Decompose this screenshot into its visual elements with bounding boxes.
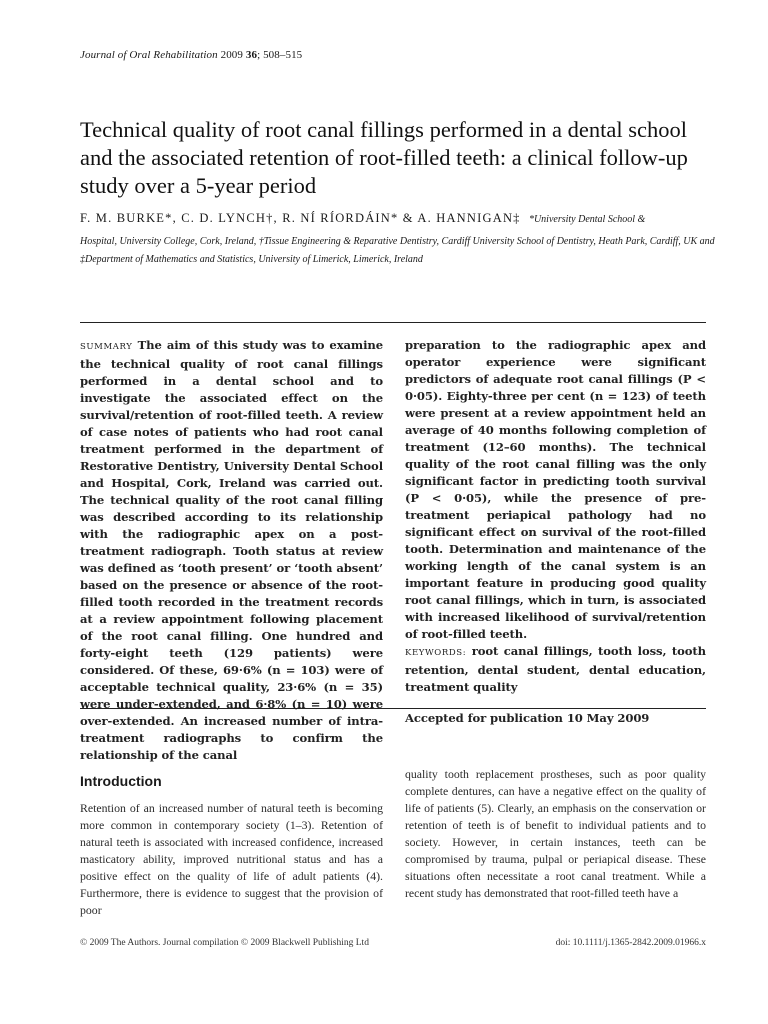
article-title: Technical quality of root canal fillings performed in a dental school and the associated retention of root-filled teeth: a clinical follow-up study over a 5-year period xyxy=(80,117,688,198)
summary-label: SUMMARY xyxy=(80,342,133,352)
abstract-left-column xyxy=(80,337,383,764)
journal-volume: 36 xyxy=(245,49,258,61)
journal-citation xyxy=(80,49,302,61)
affiliation-lead: *University Dental School & xyxy=(528,214,646,225)
affiliations: Hospital, University College, Cork, Ireland, †Tissue Engineering & Reparative Dentistry, Cardiff University School of Dentistry, Heath Park, Cardiff, UK and ‡Department of Mathematics and Statistics, University of Limerick, Limerick, Ireland xyxy=(80,236,715,265)
doi-link[interactable]: doi: 10.1111/j.1365-2842.2009.01966.x xyxy=(555,938,706,948)
keywords-label: KEYWORDS: xyxy=(405,648,467,658)
introduction-text-right: quality tooth replacement prostheses, such as poor quality complete dentures, can have a negative effect on the quality of life of patients (5). Clearly, an emphasis on the conservation or retention of teeth is of benefit to individual patients and to society. However, in certain instances, teeth can be compromised by trauma, pulpal or periapical disease. These situations often necessitate a root canal treatment. While a recent study has demonstrated that root-filled teeth have a xyxy=(405,767,706,900)
author-line xyxy=(80,210,720,228)
accepted-date: Accepted for publication 10 May 2009 xyxy=(405,711,650,725)
introduction-text-left: Retention of an increased number of natural teeth is becoming more common in contemporary society (1–3). Retention of natural teeth is associated with increased confidence, increased masticatory ability, improved nutritional status and has a positive effect on the quality of life of adult patients (4). Furthermore, there is evidence to suggest that the provision of poor xyxy=(80,801,383,917)
abstract-text-right: preparation to the radiographic apex and operator experience were significant predictors of adequate root canal fillings (P < 0·05). Eighty-three per cent (n = 123) of teeth were present at a review appointment held an average of 40 months following completion of treatment (12–60 months). The technical quality of the root canal filling was the only significant factor in predicting tooth survival (P < 0·05), while the presence of pre-treatment periapical pathology had no significant effect on survival of the root-filled tooth. Determination and maintenance of the working length of the canal system is an important feature in producing good quality root canal fillings, which in turn, is associated with increased likelihood of survival/retention of root-filled teeth. xyxy=(405,338,706,641)
author-list: F. M. BURKE*, C. D. LYNCH†, R. NÍ RÍORDÁIN* & A. HANNIGAN‡ xyxy=(80,211,521,225)
abstract-text-left: The aim of this study was to examine the technical quality of root canal fillings performed in a dental school and to investigate the associated effect on the survival/retention of root-filled teeth. A review of case notes of patients who had root canal treatment performed in the department of Restorative Dentistry, University Dental School and Hospital, Cork, Ireland was carried out. The technical quality of the root canal filling was described according to its relationship with the radiographic apex on a post-treatment radiograph. Tooth status at review was defined as ‘tooth present’ or ‘tooth absent’ based on the presence or absence of the root-filled tooth recorded in the treatment records at a review appointment following placement of the root canal filling. One hundred and forty-eight teeth (129 patients) were considered. Of these, 69·6% (n = 103) were of acceptable technical quality, 23·6% (n = 35) were under-extended, and 6·8% (n = 10) were over-extended. An increased number of intra-treatment radiographs to confirm the relationship of the canal xyxy=(80,338,384,762)
introduction-heading: Introduction xyxy=(80,773,162,789)
keywords-text: root canal fillings, tooth loss, tooth retention, dental student, dental education, treatment quality xyxy=(405,644,707,694)
journal-pages: ; 508–515 xyxy=(257,49,303,61)
abstract-top-rule xyxy=(80,322,706,323)
abstract-right-column xyxy=(405,337,706,727)
introduction-left-column xyxy=(80,800,383,919)
journal-name: Journal of Oral Rehabilitation xyxy=(80,49,218,61)
introduction-right-column xyxy=(405,766,706,902)
journal-year: 2009 xyxy=(220,49,244,61)
abstract-bottom-rule xyxy=(80,708,706,709)
copyright-notice: © 2009 The Authors. Journal compilation © 2009 Blackwell Publishing Ltd xyxy=(80,938,369,948)
